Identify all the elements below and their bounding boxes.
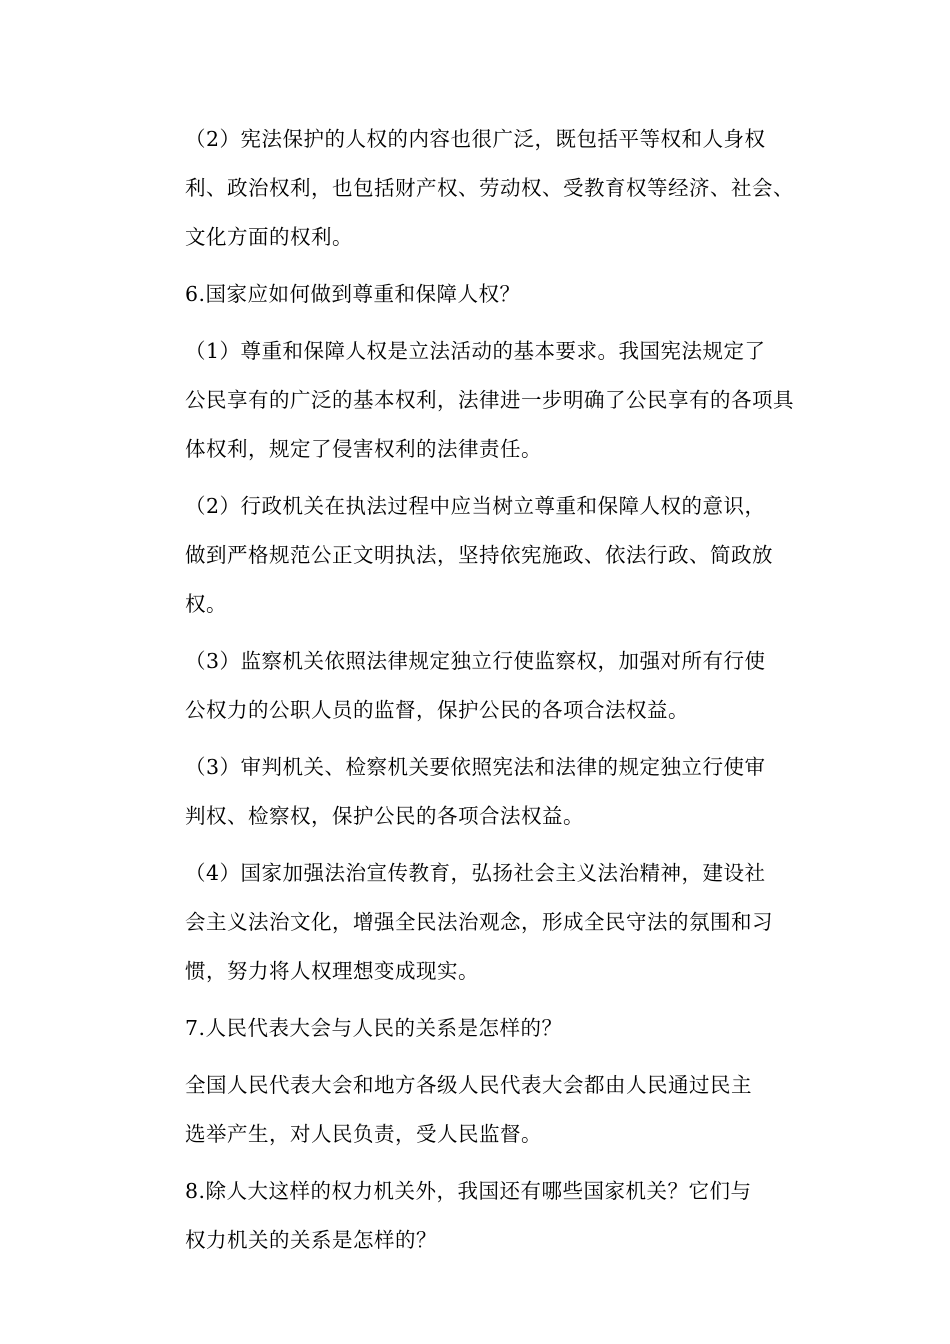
- text-line: 6.国家应如何做到尊重和保障人权？: [185, 282, 521, 306]
- text-line: 公权力的公职人员的监督，保护公民的各项合法权益。: [185, 698, 689, 722]
- text-line: 权力机关的关系是怎样的？: [185, 1228, 437, 1252]
- document-body: [144, 115, 806, 1273]
- text-line: （3）监察机关依照法律规定独立行使监察权，加强对所有行使: [185, 649, 766, 673]
- text-line: 惯，努力将人权理想变成现实。: [185, 959, 479, 983]
- text-line: 做到严格规范公正文明执法，坚持依宪施政、依法行政、简政放: [185, 543, 773, 567]
- paragraph-judiciary: [144, 743, 806, 841]
- text-line: （3）审判机关、检察机关要依照宪法和法律的规定独立行使审: [185, 755, 766, 779]
- text-line: 判权、检察权，保护公民的各项合法权益。: [185, 804, 584, 828]
- text-line: （1）尊重和保障人权是立法活动的基本要求。我国宪法规定了: [185, 339, 766, 363]
- text-line: （4）国家加强法治宣传教育，弘扬社会主义法治精神，建设社: [185, 861, 766, 885]
- text-line: 7.人民代表大会与人民的关系是怎样的？: [185, 1016, 563, 1040]
- text-line: 权。: [185, 592, 227, 616]
- text-line: 文化方面的权利。: [185, 225, 353, 249]
- text-line: 利、政治权利，也包括财产权、劳动权、受教育权等经济、社会、: [185, 176, 794, 200]
- text-line: 全国人民代表大会和地方各级人民代表大会都由人民通过民主: [185, 1073, 752, 1097]
- text-line: 体权利，规定了侵害权利的法律责任。: [185, 437, 542, 461]
- text-line: （2）行政机关在执法过程中应当树立尊重和保障人权的意识，: [185, 494, 766, 518]
- paragraph-human-rights-scope: [144, 115, 806, 262]
- paragraph-supervision: [144, 637, 806, 735]
- text-line: 公民享有的广泛的基本权利，法律进一步明确了公民享有的各项具: [185, 388, 794, 412]
- text-line: 会主义法治文化，增强全民法治观念，形成全民守法的氛围和习: [185, 910, 773, 934]
- text-line: （2）宪法保护的人权的内容也很广泛，既包括平等权和人身权: [185, 127, 766, 151]
- paragraph-legal-education: [144, 849, 806, 996]
- question-6-heading: [144, 270, 806, 319]
- question-7-heading: [144, 1004, 806, 1053]
- text-line: 选举产生，对人民负责，受人民监督。: [185, 1122, 542, 1146]
- text-line: 8.除人大这样的权力机关外，我国还有哪些国家机关？它们与: [185, 1179, 752, 1203]
- question-8-heading: [144, 1167, 806, 1265]
- paragraph-administration: [144, 482, 806, 629]
- answer-7-paragraph: [144, 1061, 806, 1159]
- paragraph-legislation: [144, 327, 806, 474]
